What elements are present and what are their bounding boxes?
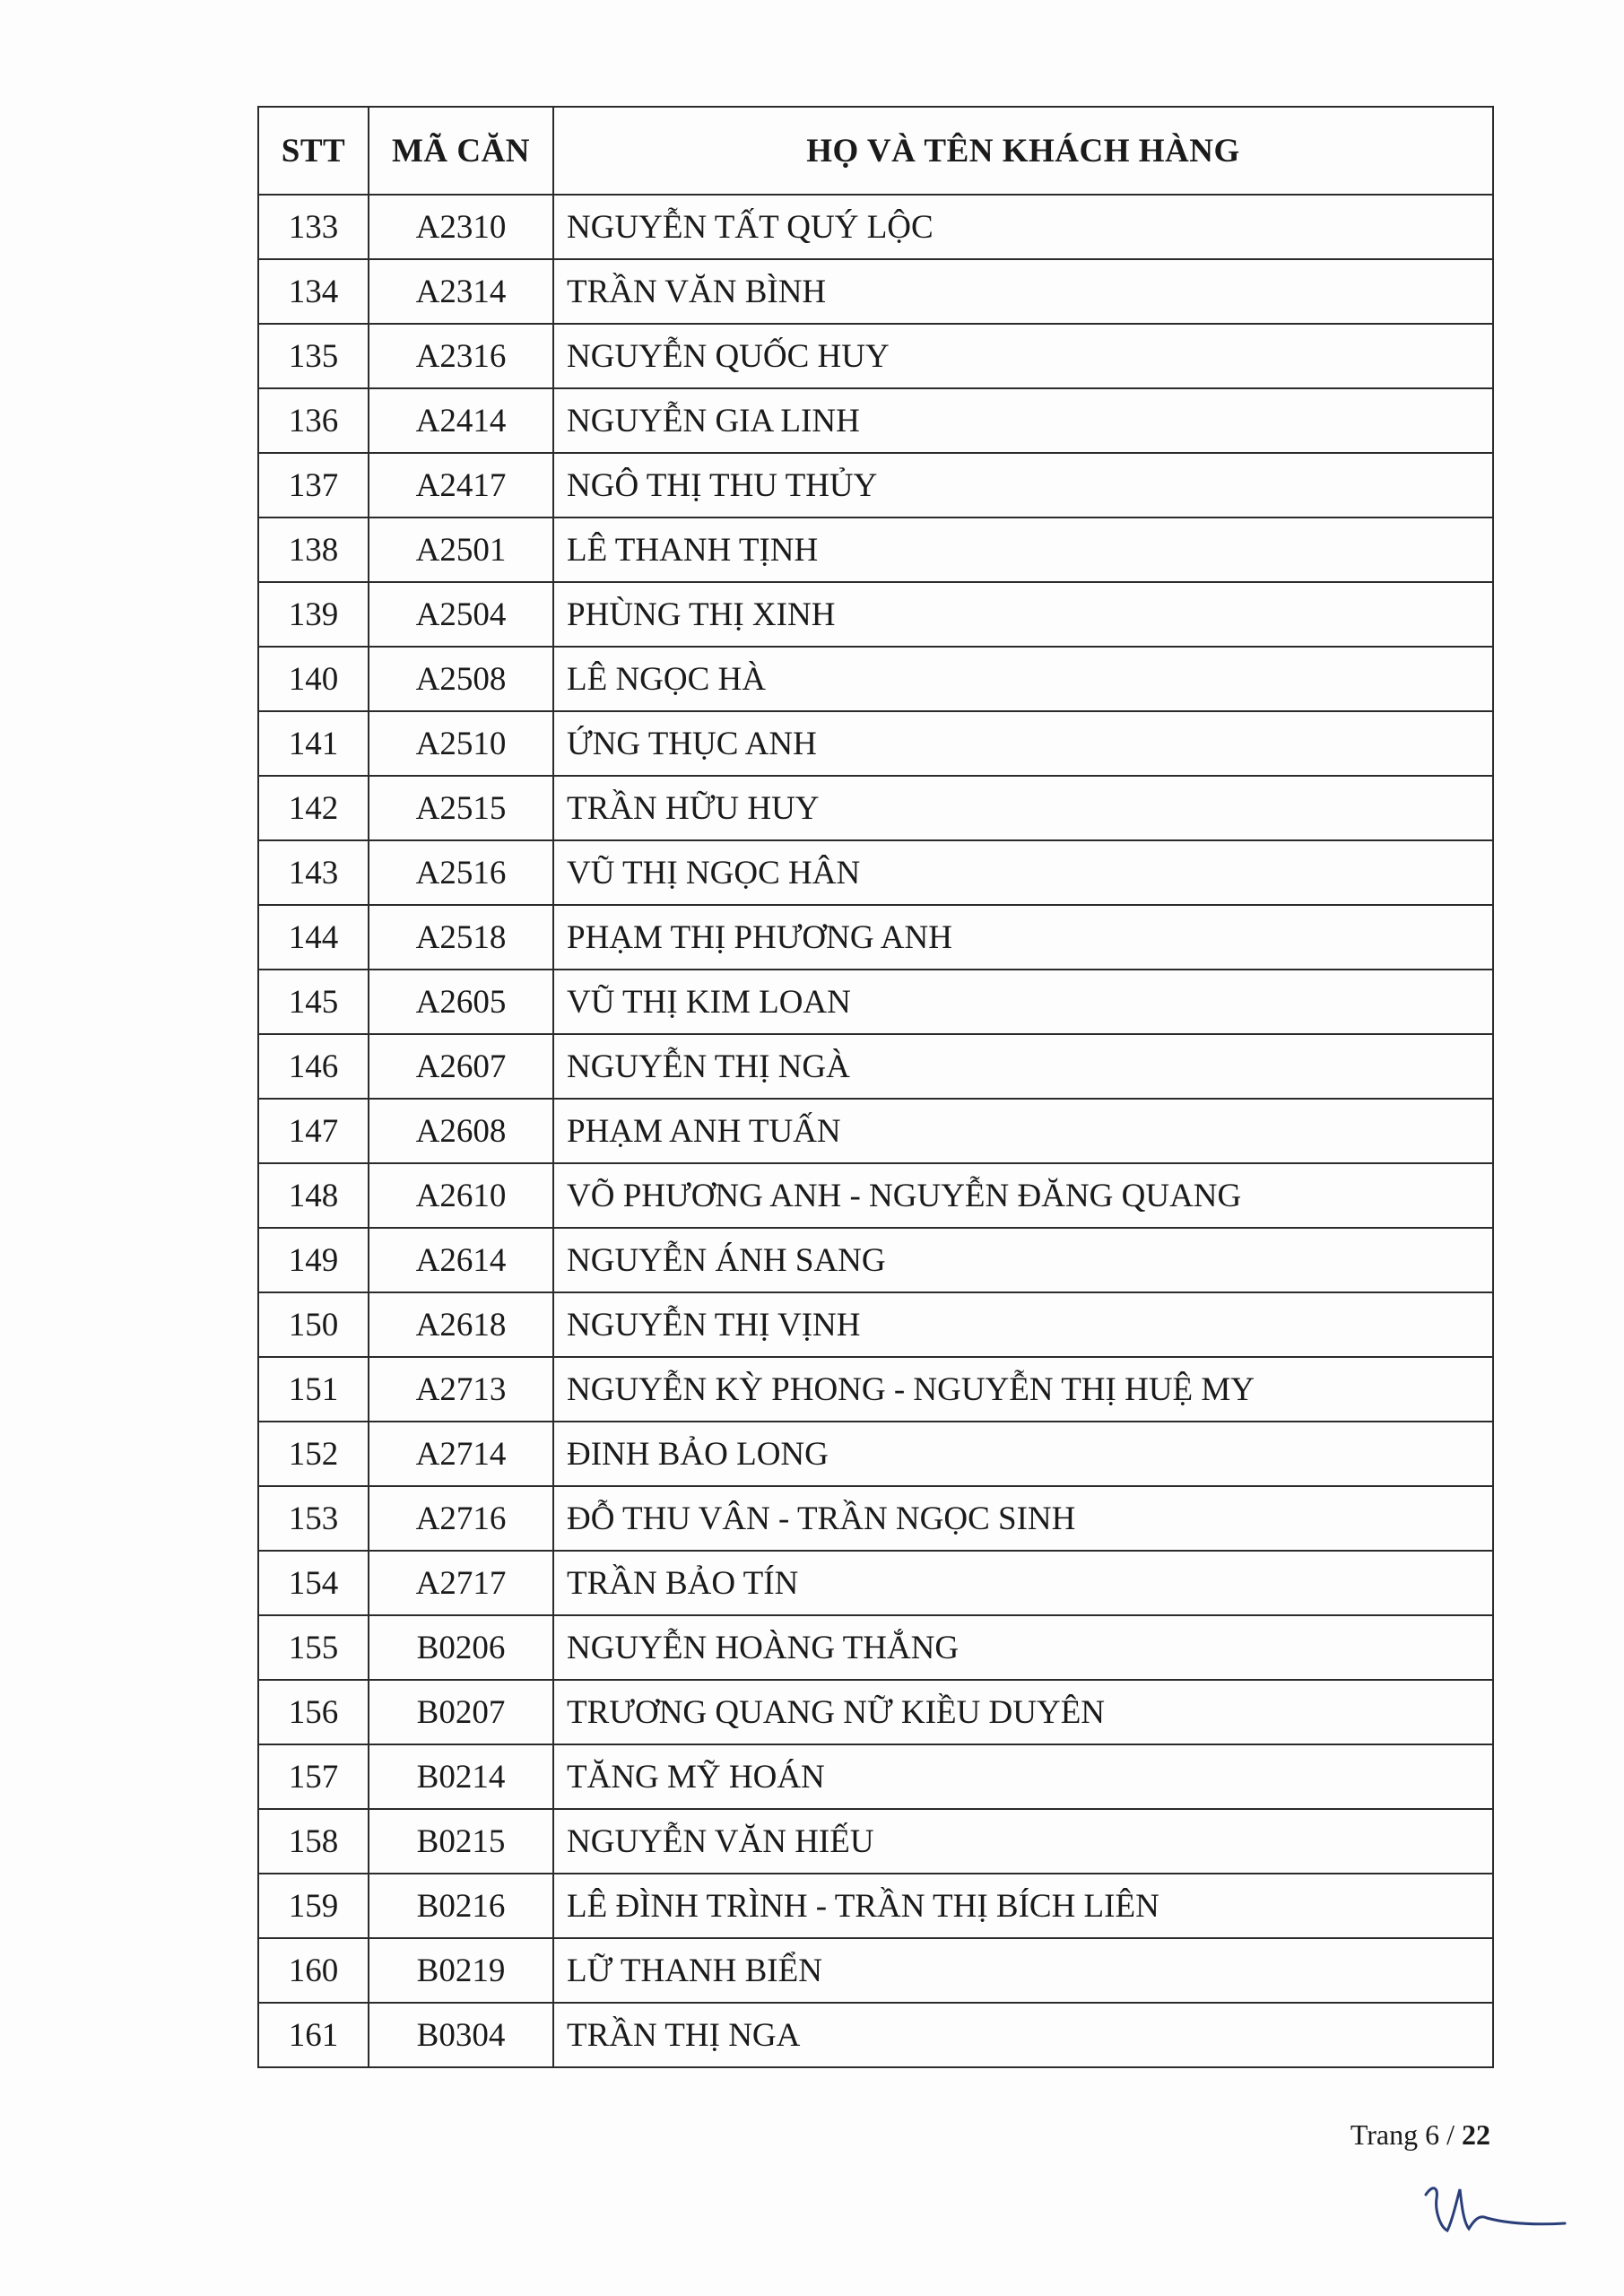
row-customer-name: NGUYỄN QUỐC HUY xyxy=(553,324,1493,388)
row-stt: 150 xyxy=(258,1292,369,1357)
row-customer-name: TRẦN THỊ NGA xyxy=(553,2003,1493,2067)
row-stt: 156 xyxy=(258,1680,369,1744)
row-customer-name: NGUYỄN KỲ PHONG - NGUYỄN THỊ HUỆ MY xyxy=(553,1357,1493,1422)
row-unit-code: A2501 xyxy=(369,517,553,582)
row-customer-name: TRẦN VĂN BÌNH xyxy=(553,259,1493,324)
row-customer-name: LÊ ĐÌNH TRÌNH - TRẦN THỊ BÍCH LIÊN xyxy=(553,1874,1493,1938)
table-row xyxy=(258,1292,1493,1357)
row-customer-name: NGUYỄN HOÀNG THẮNG xyxy=(553,1615,1493,1680)
row-stt: 144 xyxy=(258,905,369,970)
row-unit-code: B0214 xyxy=(369,1744,553,1809)
row-unit-code: A2716 xyxy=(369,1486,553,1551)
row-stt: 138 xyxy=(258,517,369,582)
page-number-total: 22 xyxy=(1462,2118,1490,2151)
table-row xyxy=(258,776,1493,840)
row-stt: 149 xyxy=(258,1228,369,1292)
table-row xyxy=(258,1034,1493,1099)
row-customer-name: LÊ THANH TỊNH xyxy=(553,517,1493,582)
header-unit-code: MÃ CĂN xyxy=(369,107,553,195)
table-row xyxy=(258,647,1493,711)
row-stt: 143 xyxy=(258,840,369,905)
row-stt: 157 xyxy=(258,1744,369,1809)
row-unit-code: A2504 xyxy=(369,582,553,647)
row-stt: 146 xyxy=(258,1034,369,1099)
row-stt: 158 xyxy=(258,1809,369,1874)
table-row xyxy=(258,1938,1493,2003)
header-customer-name: HỌ VÀ TÊN KHÁCH HÀNG xyxy=(553,107,1493,195)
row-customer-name: NGUYỄN VĂN HIẾU xyxy=(553,1809,1493,1874)
table-row xyxy=(258,1551,1493,1615)
row-stt: 160 xyxy=(258,1938,369,2003)
row-unit-code: A2610 xyxy=(369,1163,553,1228)
row-customer-name: NGUYỄN THỊ VỊNH xyxy=(553,1292,1493,1357)
table-row xyxy=(258,970,1493,1034)
table-row xyxy=(258,1228,1493,1292)
row-customer-name: PHẠM ANH TUẤN xyxy=(553,1099,1493,1163)
row-unit-code: B0206 xyxy=(369,1615,553,1680)
row-unit-code: A2510 xyxy=(369,711,553,776)
row-stt: 159 xyxy=(258,1874,369,1938)
row-unit-code: A2417 xyxy=(369,453,553,517)
header-stt: STT xyxy=(258,107,369,195)
table-row xyxy=(258,1486,1493,1551)
row-customer-name: TĂNG MỸ HOÁN xyxy=(553,1744,1493,1809)
table-row xyxy=(258,1680,1493,1744)
row-stt: 152 xyxy=(258,1422,369,1486)
row-stt: 161 xyxy=(258,2003,369,2067)
row-unit-code: A2316 xyxy=(369,324,553,388)
table-row xyxy=(258,1099,1493,1163)
table-row xyxy=(258,1744,1493,1809)
table-row xyxy=(258,453,1493,517)
row-stt: 145 xyxy=(258,970,369,1034)
table-row xyxy=(258,582,1493,647)
row-stt: 153 xyxy=(258,1486,369,1551)
table-row xyxy=(258,1163,1493,1228)
table-row xyxy=(258,195,1493,259)
row-stt: 142 xyxy=(258,776,369,840)
row-customer-name: TRẦN HỮU HUY xyxy=(553,776,1493,840)
row-customer-name: NGUYỄN GIA LINH xyxy=(553,388,1493,453)
row-unit-code: B0304 xyxy=(369,2003,553,2067)
row-customer-name: NGUYỄN THỊ NGÀ xyxy=(553,1034,1493,1099)
signature-mark xyxy=(1417,2175,1578,2256)
row-unit-code: B0219 xyxy=(369,1938,553,2003)
row-stt: 139 xyxy=(258,582,369,647)
table-header-row xyxy=(258,107,1493,195)
table-row xyxy=(258,259,1493,324)
row-stt: 136 xyxy=(258,388,369,453)
row-customer-name: LỮ THANH BIỂN xyxy=(553,1938,1493,2003)
row-unit-code: A2515 xyxy=(369,776,553,840)
row-stt: 137 xyxy=(258,453,369,517)
customer-table xyxy=(257,106,1494,2068)
row-stt: 147 xyxy=(258,1099,369,1163)
row-unit-code: A2608 xyxy=(369,1099,553,1163)
row-customer-name: NGÔ THỊ THU THỦY xyxy=(553,453,1493,517)
row-unit-code: A2605 xyxy=(369,970,553,1034)
row-customer-name: VÕ PHƯƠNG ANH - NGUYỄN ĐĂNG QUANG xyxy=(553,1163,1493,1228)
table-row xyxy=(258,1422,1493,1486)
row-unit-code: A2614 xyxy=(369,1228,553,1292)
table-row xyxy=(258,1357,1493,1422)
table-row xyxy=(258,711,1493,776)
row-customer-name: NGUYỄN ÁNH SANG xyxy=(553,1228,1493,1292)
row-stt: 135 xyxy=(258,324,369,388)
row-unit-code: A2618 xyxy=(369,1292,553,1357)
row-unit-code: A2607 xyxy=(369,1034,553,1099)
table-row xyxy=(258,1809,1493,1874)
row-customer-name: NGUYỄN TẤT QUÝ LỘC xyxy=(553,195,1493,259)
row-unit-code: B0207 xyxy=(369,1680,553,1744)
row-customer-name: VŨ THỊ KIM LOAN xyxy=(553,970,1493,1034)
row-unit-code: A2314 xyxy=(369,259,553,324)
row-stt: 154 xyxy=(258,1551,369,1615)
row-unit-code: A2516 xyxy=(369,840,553,905)
row-unit-code: A2508 xyxy=(369,647,553,711)
row-customer-name: TRƯƠNG QUANG NỮ KIỀU DUYÊN xyxy=(553,1680,1493,1744)
table-row xyxy=(258,388,1493,453)
row-unit-code: A2717 xyxy=(369,1551,553,1615)
row-stt: 134 xyxy=(258,259,369,324)
row-unit-code: B0215 xyxy=(369,1809,553,1874)
row-unit-code: A2310 xyxy=(369,195,553,259)
row-stt: 148 xyxy=(258,1163,369,1228)
table-body xyxy=(258,195,1493,2067)
row-unit-code: B0216 xyxy=(369,1874,553,1938)
row-unit-code: A2714 xyxy=(369,1422,553,1486)
row-customer-name: ĐINH BẢO LONG xyxy=(553,1422,1493,1486)
page-number xyxy=(1291,2118,1490,2152)
table-row xyxy=(258,324,1493,388)
row-stt: 141 xyxy=(258,711,369,776)
table-row xyxy=(258,840,1493,905)
table-row xyxy=(258,1615,1493,1680)
table-row xyxy=(258,905,1493,970)
row-stt: 133 xyxy=(258,195,369,259)
row-customer-name: PHÙNG THỊ XINH xyxy=(553,582,1493,647)
row-stt: 151 xyxy=(258,1357,369,1422)
row-customer-name: TRẦN BẢO TÍN xyxy=(553,1551,1493,1615)
row-customer-name: VŨ THỊ NGỌC HÂN xyxy=(553,840,1493,905)
row-customer-name: ỨNG THỤC ANH xyxy=(553,711,1493,776)
row-customer-name: LÊ NGỌC HÀ xyxy=(553,647,1493,711)
row-unit-code: A2414 xyxy=(369,388,553,453)
row-unit-code: A2713 xyxy=(369,1357,553,1422)
table-row xyxy=(258,2003,1493,2067)
row-stt: 140 xyxy=(258,647,369,711)
row-customer-name: ĐỖ THU VÂN - TRẦN NGỌC SINH xyxy=(553,1486,1493,1551)
row-customer-name: PHẠM THỊ PHƯƠNG ANH xyxy=(553,905,1493,970)
row-stt: 155 xyxy=(258,1615,369,1680)
table-row xyxy=(258,517,1493,582)
row-unit-code: A2518 xyxy=(369,905,553,970)
table-row xyxy=(258,1874,1493,1938)
page-number-prefix: Trang 6 / xyxy=(1350,2118,1462,2151)
